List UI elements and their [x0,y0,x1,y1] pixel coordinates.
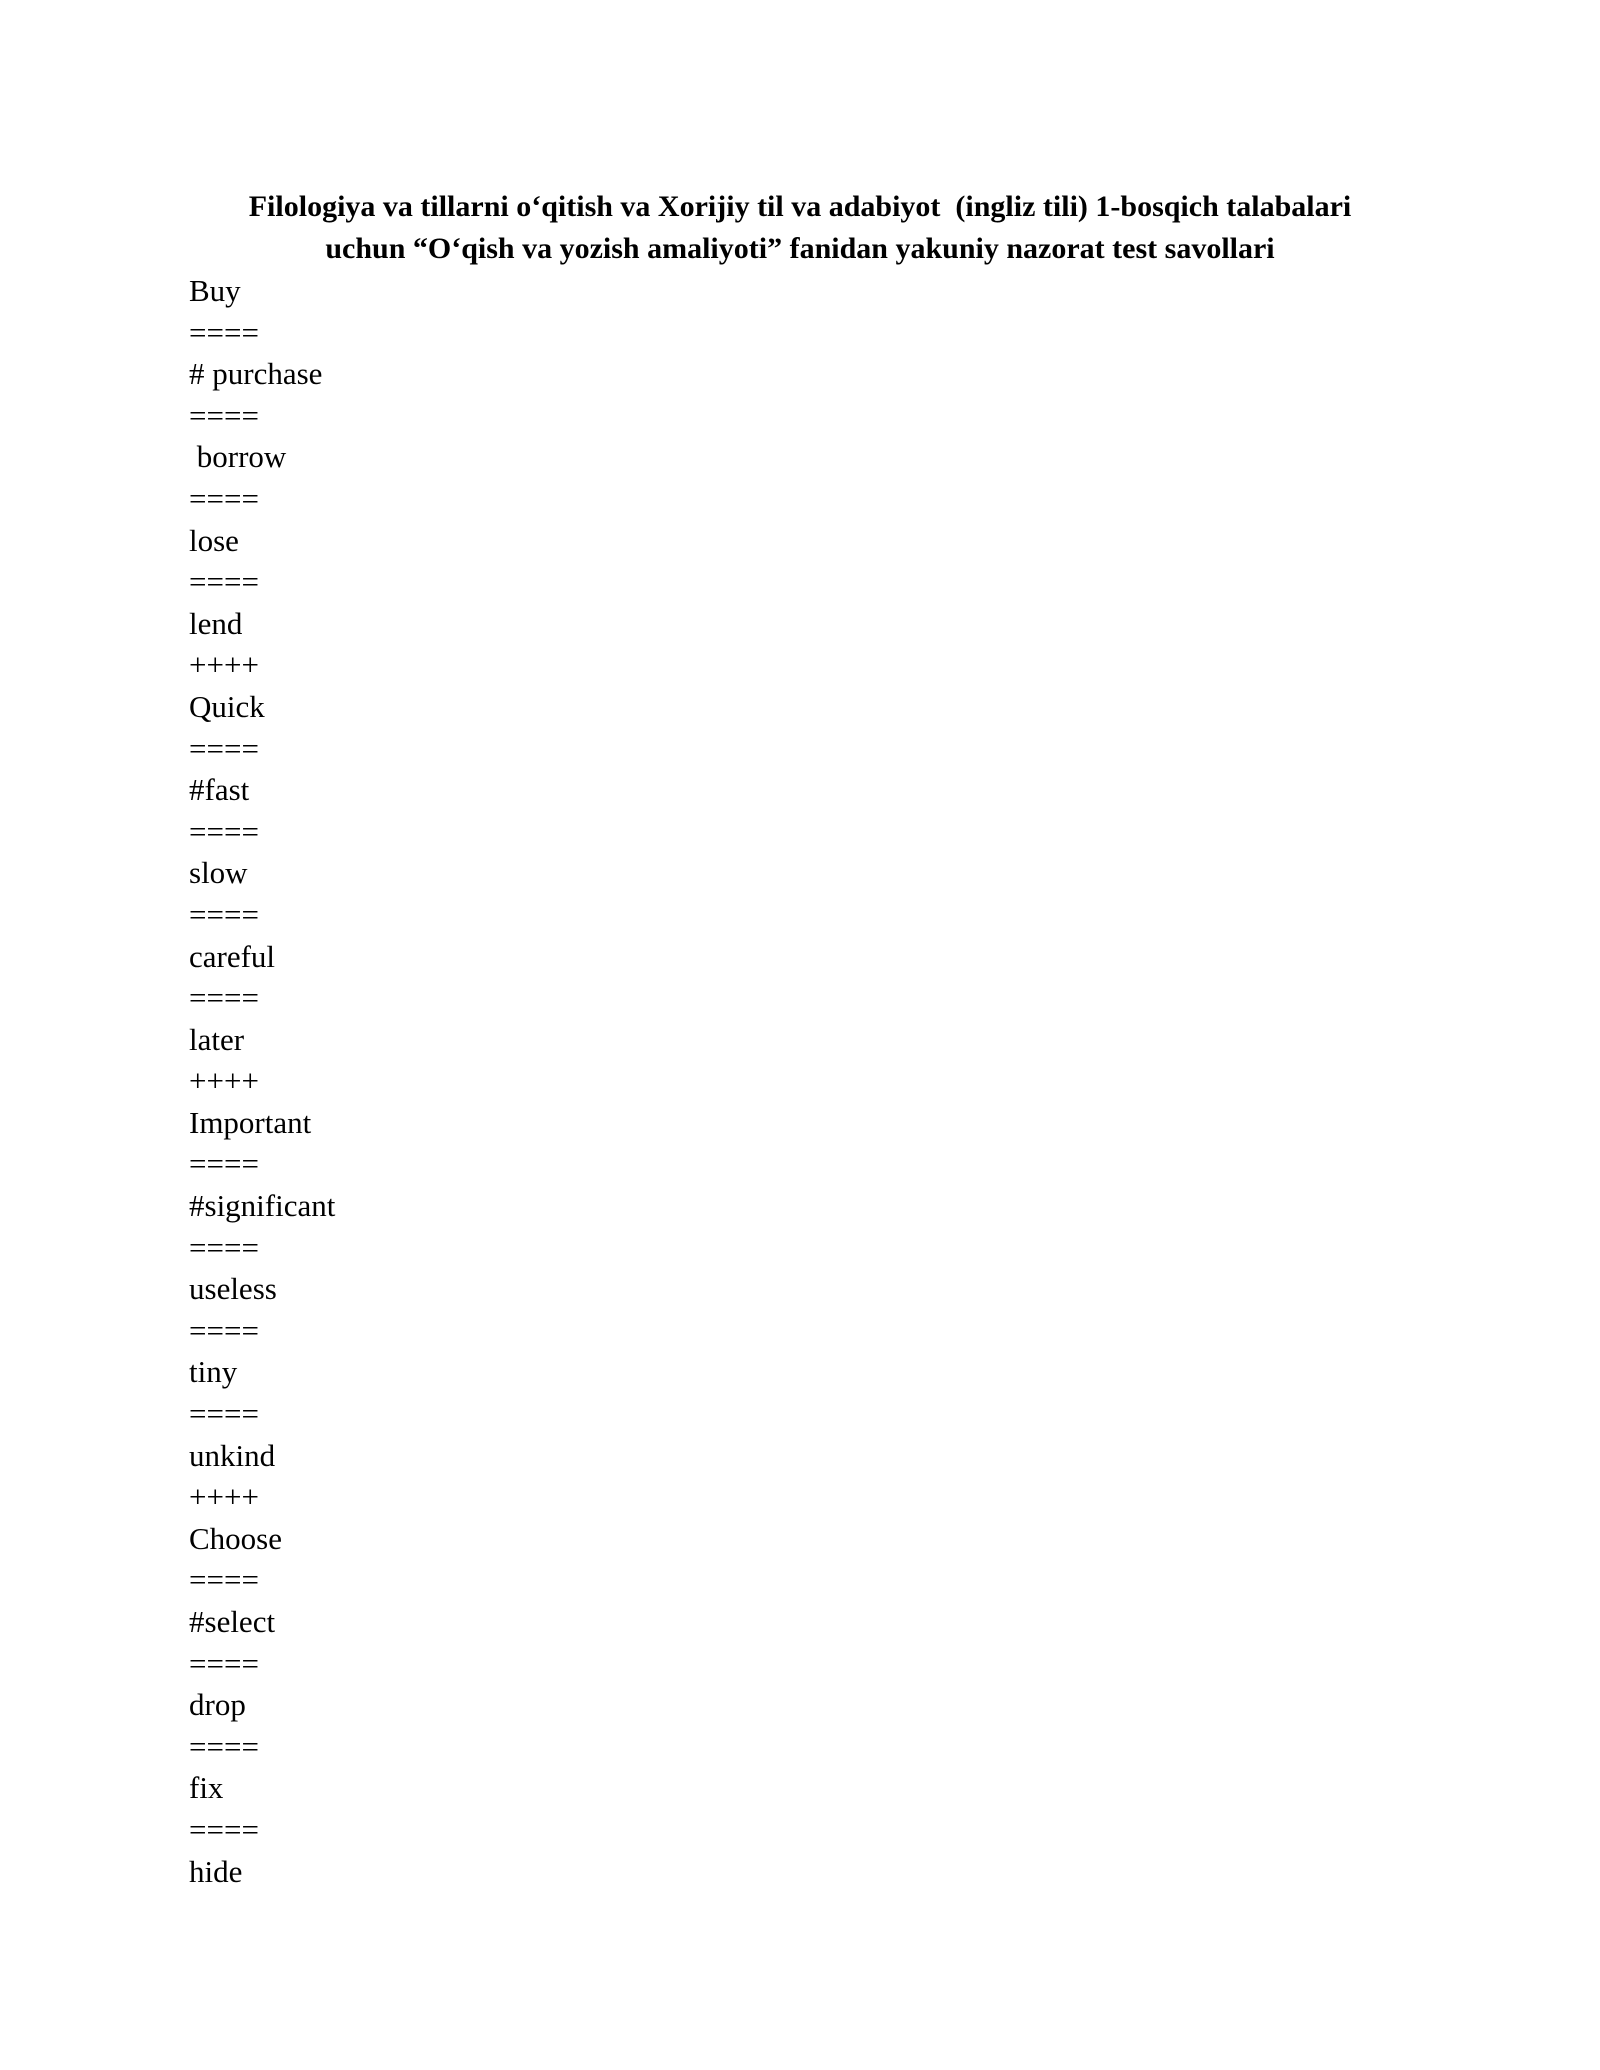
correct-answer-option: # purchase [189,356,323,392]
option-separator: ==== [189,1146,259,1182]
test-questions-body [189,270,1389,1892]
option-separator: ==== [189,980,259,1016]
answer-option: lose [189,522,239,558]
answer-option: useless [189,1271,277,1307]
option-separator: ==== [189,480,259,516]
question-word: Choose [189,1520,282,1556]
question-word: Quick [189,688,265,724]
correct-answer-option: #significant [189,1188,336,1224]
option-separator: ==== [189,314,259,350]
option-separator: ==== [189,1312,259,1348]
answer-option: fix [189,1770,224,1806]
document-title [188,186,1412,270]
option-separator: ==== [189,1645,259,1681]
answer-option: slow [189,855,248,891]
title-line-2: uchun “O‘qish va yozish amaliyoti” fanidan yakuniy nazorat test savollari [325,232,1275,265]
option-separator: ==== [189,1229,259,1265]
answer-option: careful [189,938,276,974]
question-separator: ++++ [189,1479,259,1515]
correct-answer-option: #select [189,1604,276,1639]
question-word: Important [189,1104,312,1140]
option-separator: ==== [189,1562,259,1598]
answer-option: hide [189,1853,243,1889]
answer-option: tiny [189,1354,238,1390]
answer-option: later [189,1021,245,1057]
question-word: Buy [189,273,241,308]
correct-answer-option: #fast [189,772,250,808]
option-separator: ==== [189,1728,259,1764]
title-line-1: Filologiya va tillarni o‘qitish va Xorijiy til va adabiyot (ingliz tili) 1-bosqich talabalari [248,190,1352,223]
option-separator: ==== [189,397,259,433]
answer-option: borrow [189,439,287,475]
answer-option: lend [189,605,243,641]
answer-option: unkind [189,1437,276,1473]
option-separator: ==== [189,730,259,766]
option-separator: ==== [189,896,259,932]
question-separator: ++++ [189,647,259,683]
answer-option: drop [189,1687,246,1723]
option-separator: ==== [189,1811,259,1847]
question-separator: ++++ [189,1063,259,1099]
option-separator: ==== [189,813,259,849]
option-separator: ==== [189,564,259,600]
option-separator: ==== [189,1396,259,1432]
